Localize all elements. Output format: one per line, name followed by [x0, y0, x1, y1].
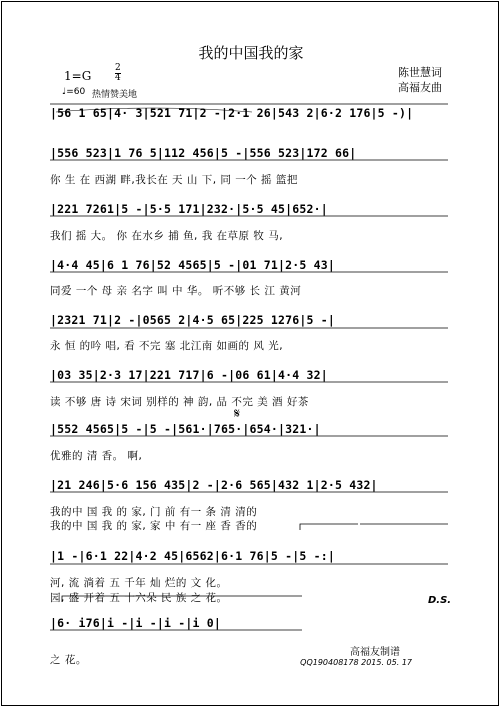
staff-line-1: |56 1 65|4· 3|521 71|2 -|2·1 26|543 2|6·2 176|5 -)| — [50, 106, 414, 120]
meter-bottom: 4 — [115, 73, 121, 83]
staff-line-3: |221 7261|5 -|5·5 171|232·|5·5 45|652·| — [50, 202, 328, 216]
contact-date: QQ190408178 2015. 05. 17 — [300, 658, 412, 667]
lyric-line-9-verse-2: 园, 盛 开着 五 十六朵 民 族 之 花。 — [50, 592, 228, 604]
meter-top: 2 — [115, 63, 121, 73]
tempo-mark: ♩=60 — [62, 87, 86, 97]
lyric-line-7: 优雅的 清 香。 啊, — [50, 450, 143, 462]
lyric-line-6: 读 不够 唐 诗 宋词 别样的 神 韵, 品 不完 美 酒 好茶 — [50, 396, 309, 408]
lyric-line-10: 之 花。 — [50, 654, 87, 666]
staff-line-2: |556 523|1 76 5|112 456|5 -|556 523|172 66| — [50, 146, 357, 160]
staff-line-9: |1 -|6·1 22|4·2 45|6562|6·1 76|5 -|5 -:| — [50, 549, 335, 563]
lyricist-credit: 陈世慧词 — [398, 66, 442, 79]
staff-line-7: |552 4565|5 -|5 -|561·|765·|654·|321·| — [50, 422, 321, 436]
lyric-line-9-verse-1: 河, 流 淌着 五 千年 灿 烂的 文 化。 — [50, 577, 228, 589]
staff-line-6: |03 35|2·3 17|221 717|6 -|06 61|4·4 32| — [50, 368, 328, 382]
ds-marker: D.S. — [428, 595, 452, 606]
lyric-line-8-verse-2: 我的中 国 我 的 家, 家 中 有一 座 香 香的 — [50, 520, 258, 532]
key-signature: 1=G — [64, 69, 92, 83]
lyric-line-3: 我们 摇 大。 你 在水乡 捕 鱼, 我 在草原 牧 马, — [50, 230, 284, 242]
score-page — [1, 1, 499, 706]
volta-1-bracket — [300, 524, 358, 530]
time-signature — [115, 64, 121, 83]
staff-line-4: |4·4 45|6 1 76|52 4565|5 -|01 71|2·5 43| — [50, 258, 335, 272]
staff-line-5: |2321 71|2 -|0565 2|4·5 65|225 1276|5 -| — [50, 313, 335, 327]
lyric-line-2: 你 生 在 西湖 畔,我长在 天 山 下, 同 一个 摇 篮把 — [50, 174, 298, 186]
lyric-line-5: 永 恒 的吟 唱, 看 不完 塞 北江南 如画的 风 光, — [50, 340, 284, 352]
expression-mark: 热情赞美地 — [92, 90, 138, 100]
composer-credit: 高福友曲 — [398, 81, 442, 94]
lyric-line-8-verse-1: 我的中 国 我 的 家, 门 前 有一 条 清 清的 — [50, 506, 258, 518]
staff-line-8: |21 246|5·6 156 435|2 -|2·6 565|432 1|2·5 432| — [50, 478, 378, 492]
staff-line-10: |6· i76|i -|i -|i -|i 0| — [50, 616, 221, 630]
lyric-line-4: 同爱 一个 母 亲 名字 叫 中 华。 听不够 长 江 黄河 — [50, 285, 302, 297]
segno-sign: 𝄋 — [234, 406, 241, 422]
transcriber-credit: 高福友制谱 — [350, 647, 400, 658]
song-title: 我的中国我的家 — [198, 44, 304, 62]
